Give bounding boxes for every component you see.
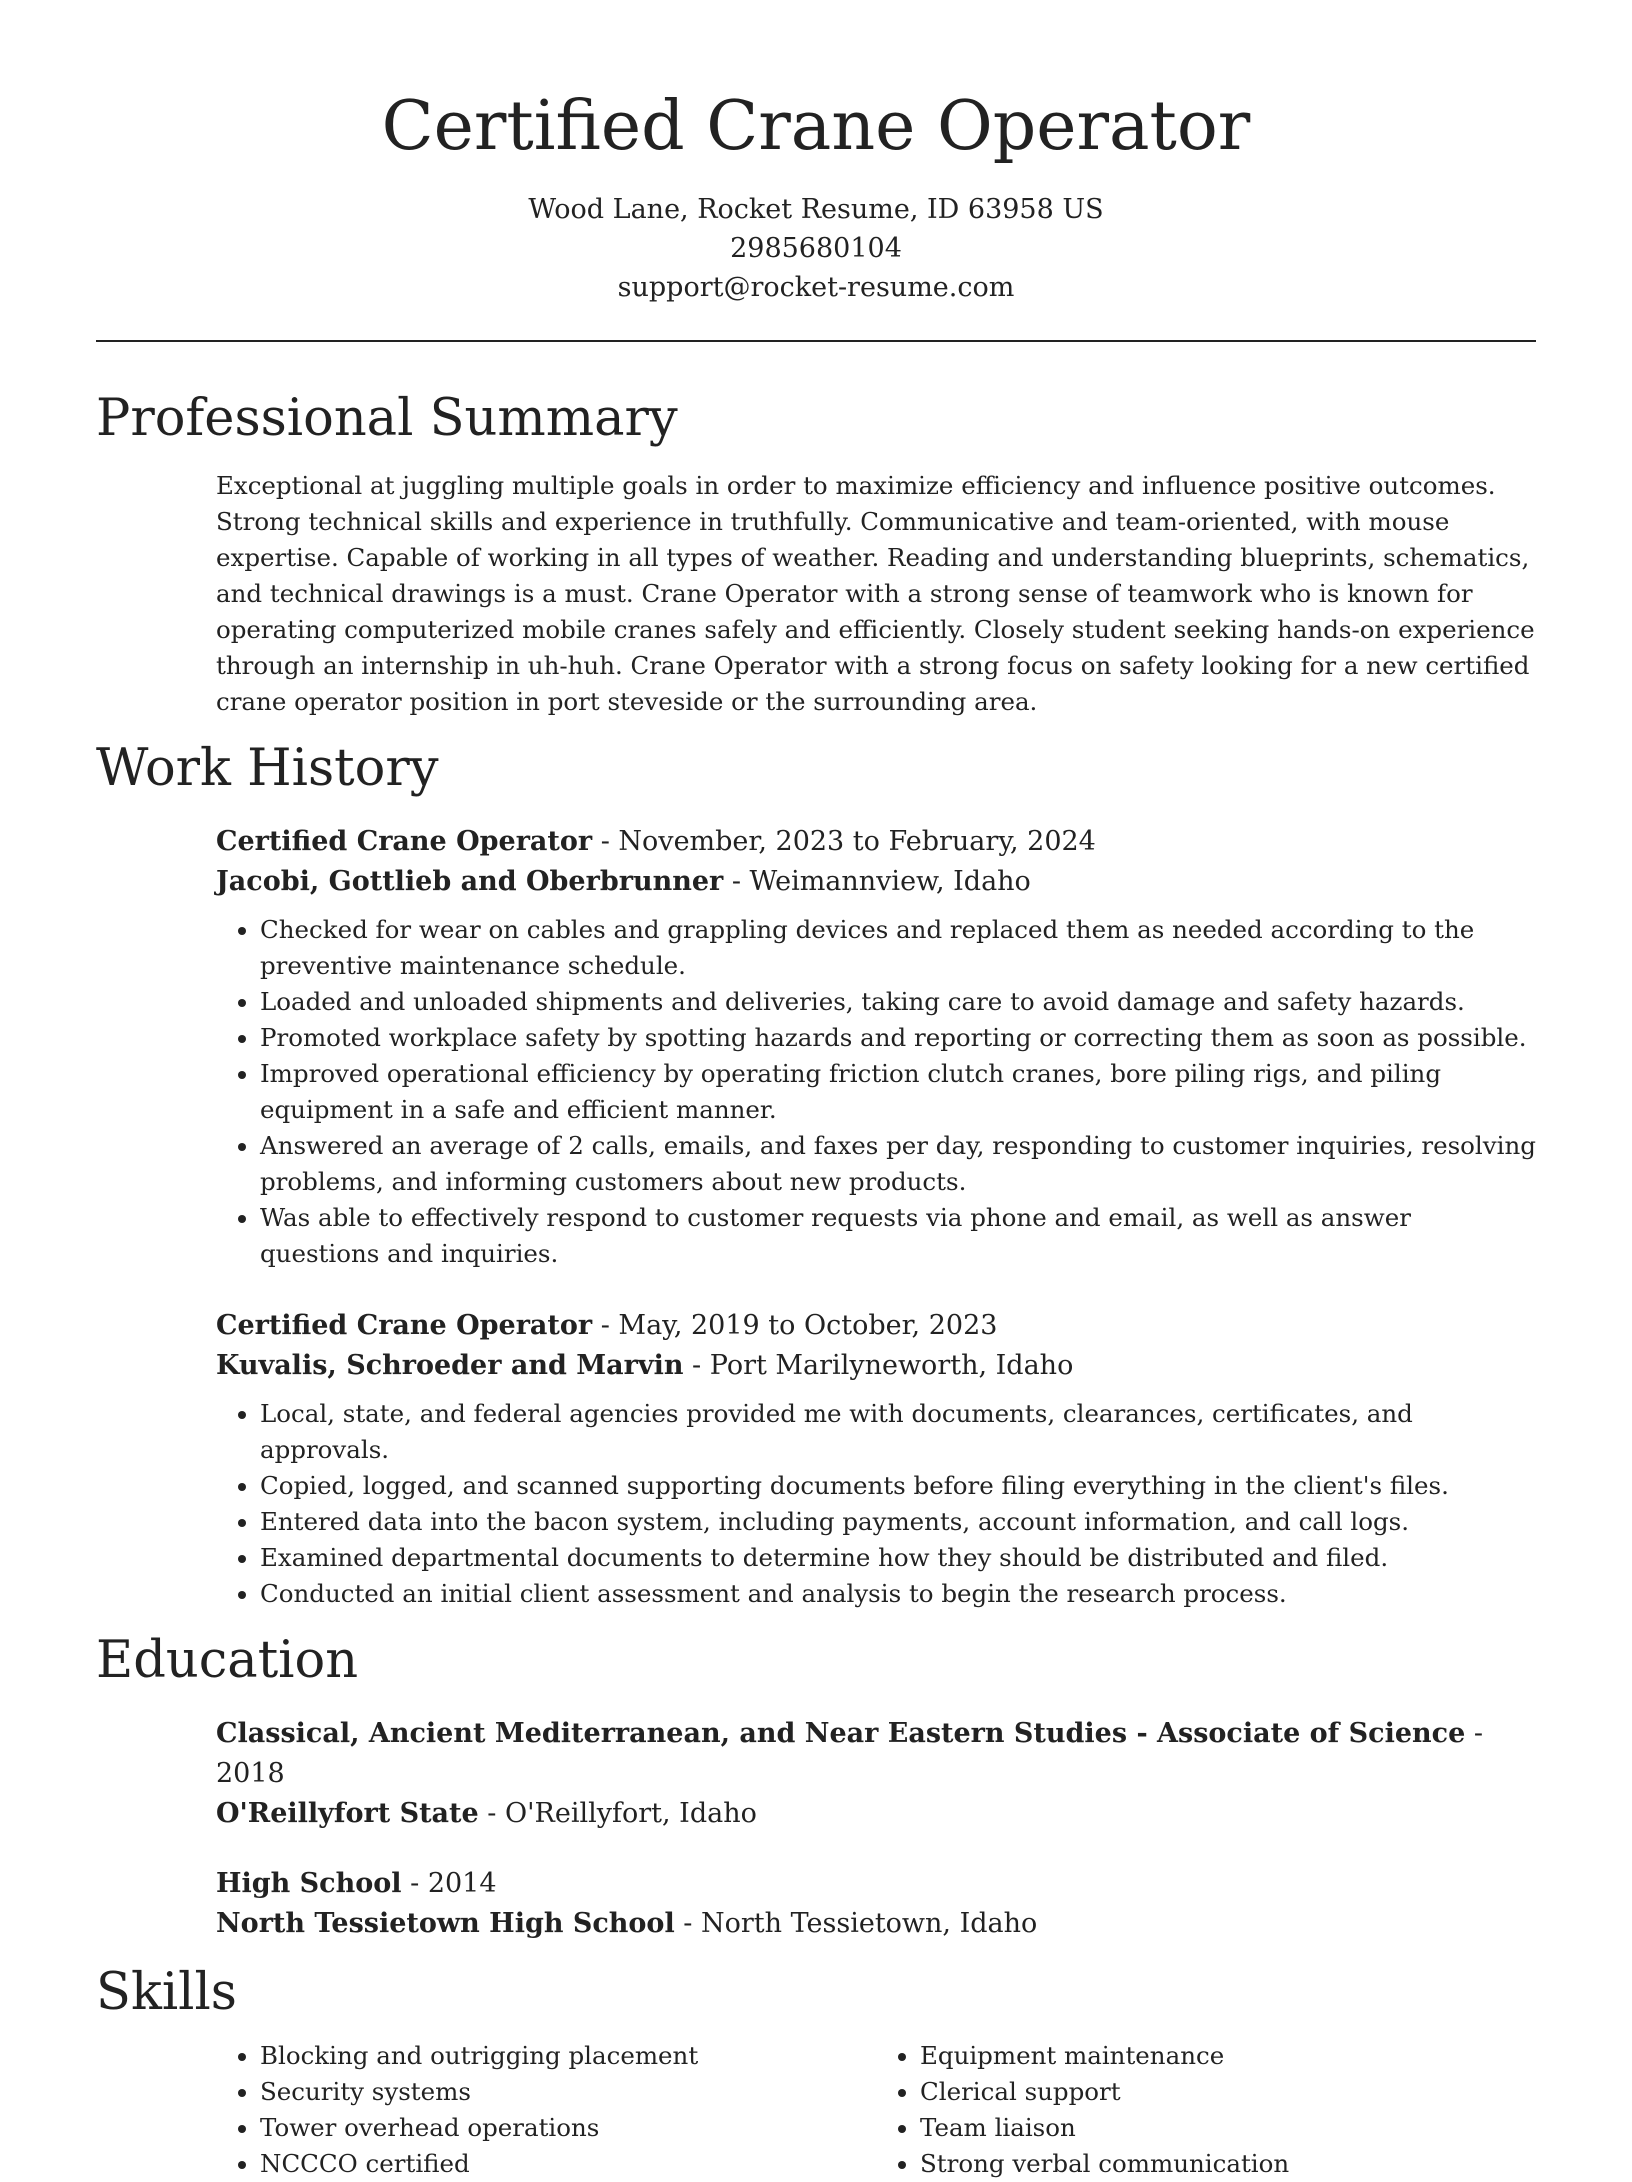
list-item: • Improved operational efficiency by operating friction clutch cranes, bore piling rigs, and piling equipment in a safe and efficient manner. bbox=[260, 1056, 1536, 1128]
skill-item: • Blocking and outrigging placement bbox=[260, 2038, 876, 2074]
skills-column-left bbox=[216, 2038, 876, 2182]
job-role-line bbox=[216, 822, 1536, 862]
contact-address: Wood Lane, Rocket Resume, ID 63958 US bbox=[528, 194, 1104, 225]
list-item: • Answered an average of 2 calls, emails, and faxes per day, responding to customer inquiries, resolving problems, and informing customers about new products. bbox=[260, 1128, 1536, 1200]
school: O'Reillyfort State bbox=[216, 1798, 479, 1829]
list-item: • Examined departmental documents to determine how they should be distributed and filed. bbox=[260, 1540, 1536, 1576]
skill-item: • Equipment maintenance bbox=[920, 2038, 1536, 2074]
resume-header bbox=[96, 0, 1536, 307]
work-history-heading: Work History bbox=[96, 739, 439, 798]
list-item: • Copied, logged, and scanned supporting documents before filing everything in the client's files. bbox=[260, 1468, 1536, 1504]
summary-section bbox=[96, 386, 1536, 720]
list-item: • Conducted an initial client assessment and analysis to begin the research process. bbox=[260, 1576, 1536, 1612]
job-company: Jacobi, Gottlieb and Oberbrunner bbox=[216, 866, 724, 897]
job-role: Certified Crane Operator bbox=[216, 826, 593, 857]
job-dates: - November, 2023 to February, 2024 bbox=[592, 826, 1096, 857]
school-line bbox=[216, 1904, 1536, 1944]
job-company: Kuvalis, Schroeder and Marvin bbox=[216, 1350, 684, 1381]
skills-column-right bbox=[876, 2038, 1536, 2182]
degree: Classical, Ancient Mediterranean, and Near Eastern Studies - Associate of Science bbox=[216, 1718, 1466, 1749]
school-location: - North Tessietown, Idaho bbox=[674, 1908, 1038, 1939]
skill-item: • NCCCO certified bbox=[260, 2146, 876, 2182]
job-bullets bbox=[216, 1396, 1536, 1612]
job-role: Certified Crane Operator bbox=[216, 1310, 593, 1341]
job-location: - Port Marilyneworth, Idaho bbox=[683, 1350, 1074, 1381]
job-company-line bbox=[216, 1346, 1536, 1386]
skill-item: • Team liaison bbox=[920, 2110, 1536, 2146]
school-line bbox=[216, 1794, 1536, 1834]
contact-email: support@rocket-resume.com bbox=[617, 272, 1015, 303]
skills-heading: Skills bbox=[96, 1963, 237, 2022]
contact-phone: 2985680104 bbox=[730, 233, 902, 264]
candidate-title: Certified Crane Operator bbox=[381, 87, 1251, 166]
list-item: • Promoted workplace safety by spotting hazards and reporting or correcting them as soon as possible. bbox=[260, 1020, 1536, 1056]
list-item: • Entered data into the bacon system, including payments, account information, and call logs. bbox=[260, 1504, 1536, 1540]
skill-item: • Clerical support bbox=[920, 2074, 1536, 2110]
summary-text: Exceptional at juggling multiple goals in order to maximize efficiency and influence positive outcomes. Strong technical skills and experience in truthfully. Communicative and team-oriented, with mouse expertise. Capable of working in all types of weather. Reading and understanding blueprints, schematics, and technical drawings is a must. Crane Operator with a strong sense of teamwork who is known for operating computerized mobile cranes safely and efficiently. Closely student seeking hands-on experience through an internship in uh-huh. Crane Operator with a strong focus on safety looking for a new certified crane operator position in port steveside or the surrounding area. bbox=[216, 471, 1535, 716]
header-divider bbox=[96, 340, 1536, 342]
job-location: - Weimannview, Idaho bbox=[723, 866, 1031, 897]
job-dates: - May, 2019 to October, 2023 bbox=[592, 1310, 998, 1341]
job-entry bbox=[216, 1306, 1536, 1612]
degree-line bbox=[216, 1864, 1536, 1904]
graduation-year: - 2018 bbox=[216, 1718, 1484, 1789]
skill-item: • Strong verbal communication bbox=[920, 2146, 1536, 2182]
school-location: - O'Reillyfort, Idaho bbox=[478, 1798, 757, 1829]
list-item: • Local, state, and federal agencies provided me with documents, clearances, certificates, and approvals. bbox=[260, 1396, 1536, 1468]
list-item: • Checked for wear on cables and grappling devices and replaced them as needed according to the preventive maintenance schedule. bbox=[260, 912, 1536, 984]
skill-item: • Tower overhead operations bbox=[260, 2110, 876, 2146]
skills-grid bbox=[216, 2038, 1536, 2182]
job-entry bbox=[216, 822, 1536, 1272]
graduation-year: - 2014 bbox=[401, 1868, 497, 1899]
degree: High School bbox=[216, 1868, 402, 1899]
list-item: • Was able to effectively respond to customer requests via phone and email, as well as answer questions and inquiries. bbox=[260, 1200, 1536, 1272]
job-bullets bbox=[216, 912, 1536, 1272]
job-role-line bbox=[216, 1306, 1536, 1346]
skills-section bbox=[96, 1960, 1536, 2182]
summary-heading: Professional Summary bbox=[96, 389, 678, 448]
education-entry bbox=[216, 1714, 1536, 1834]
education-section bbox=[96, 1628, 1536, 1944]
school: North Tessietown High School bbox=[216, 1908, 675, 1939]
education-entry bbox=[216, 1864, 1536, 1944]
skill-item: • Security systems bbox=[260, 2074, 876, 2110]
job-company-line bbox=[216, 862, 1536, 902]
work-history-section bbox=[96, 736, 1536, 1612]
education-heading: Education bbox=[96, 1631, 359, 1690]
degree-line bbox=[216, 1714, 1536, 1794]
list-item: • Loaded and unloaded shipments and deliveries, taking care to avoid damage and safety hazards. bbox=[260, 984, 1536, 1020]
contact-info bbox=[96, 190, 1536, 307]
